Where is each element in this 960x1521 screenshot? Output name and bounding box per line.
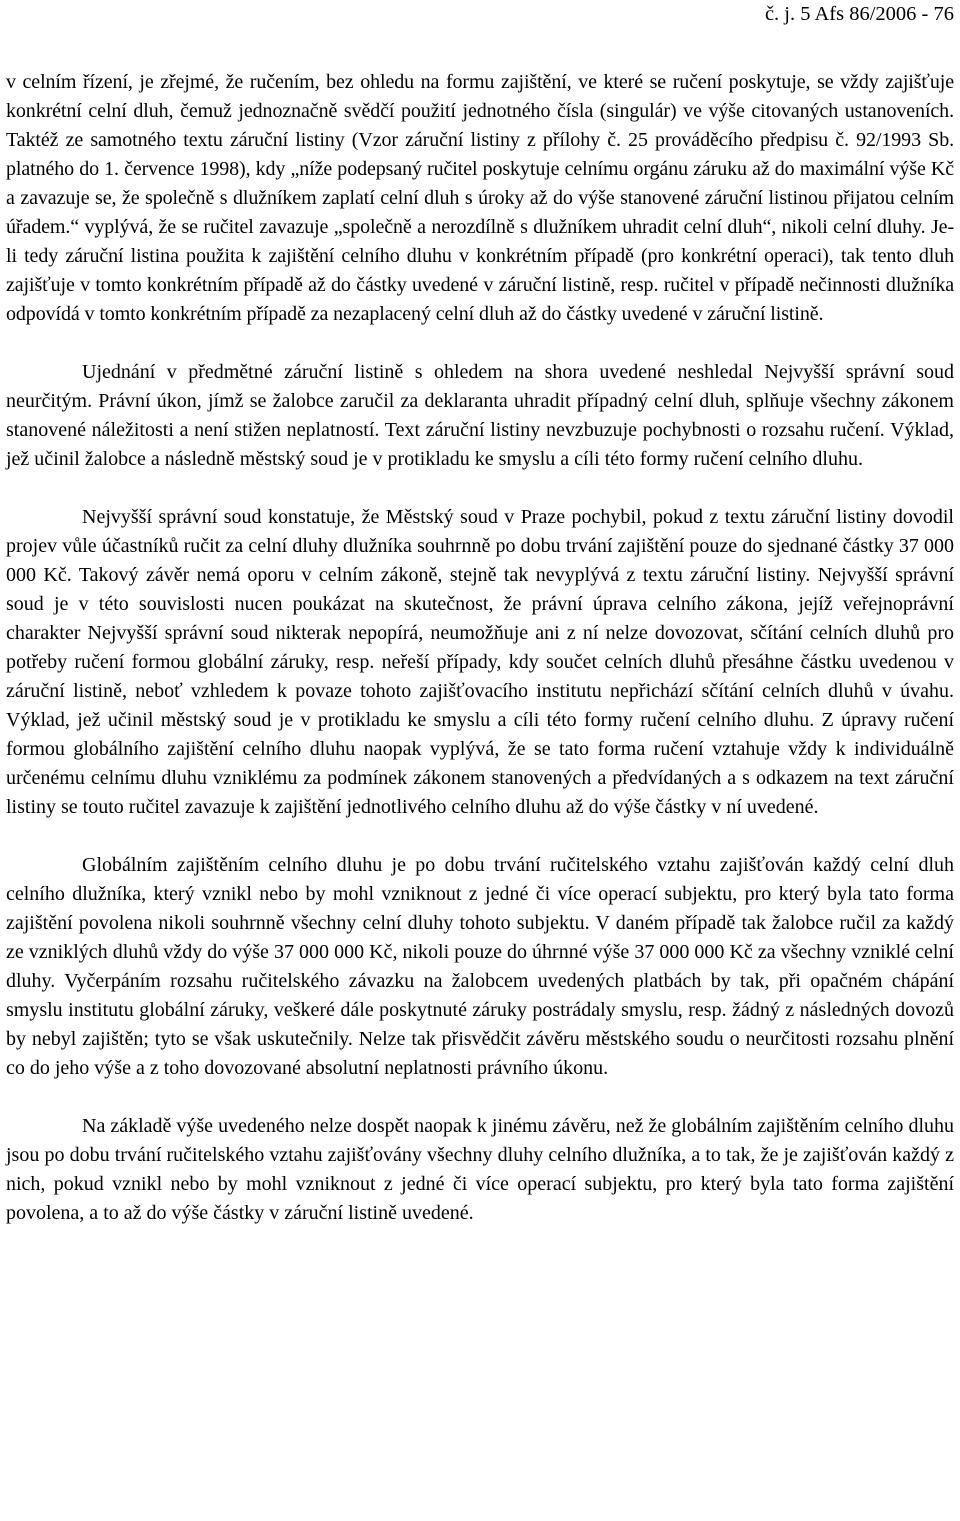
case-reference-header: č. j. 5 Afs 86/2006 - 76 (764, 3, 954, 25)
paragraph-court-finding: Nejvyšší správní soud konstatuje, že Městský soud v Praze pochybil, pokud z textu záruční listiny dovodil projev vůle účastníků ručit za celní dluhy dlužníka souhrnně po dobu trvání zajištění pouze do sjednané částky 37 000 000 Kč. Takový závěr nemá oporu v celním zákoně, stejně tak nevyplývá z textu záruční listiny. Nejvyšší správní soud je v této souvislosti nucen poukázat na skutečnost, že právní úprava celního zákona, jejíž veřejnoprávní charakter Nejvyšší správní soud nikterak nepopírá, neumožňuje ani z ní nelze dovozovat, sčítání celních dluhů pro potřeby ručení formou globální záruky, resp. neřeší případy, kdy součet celních dluhů přesáhne částku uvedenou v záruční listině, neboť vzhledem k povaze tohoto zajišťovacího institutu nepřichází sčítání celních dluhů v úvahu. Výklad, jež učinil městský soud je v protikladu ke smyslu a cíli této formy ručení celního dluhu. Z úpravy ručení formou globálního zajištění celního dluhu naopak vyplývá, že se tato forma ručení vztahuje vždy k individuálně určenému celnímu dluhu vzniklému za podmínek zákonem stanovených a předvídaných a s odkazem na text záruční listiny se touto ručitel zavazuje k zajištění jednotlivého celního dluhu až do výše částky v ní uvedené. (6, 506, 954, 818)
paragraph-global-guarantee: Globálním zajištěním celního dluhu je po dobu trvání ručitelského vztahu zajišťován každý celní dluh celního dlužníka, který vznikl nebo by mohl vzniknout z jedné či více operací subjektu, pro který byla tato forma zajištění povolena nikoli souhrnně všechny celní dluhy tohoto subjektu. V daném případě tak žalobce ručil za každý ze vzniklých dluhů vždy do výše 37 000 000 Kč, nikoli pouze do úhrnné výše 37 000 000 Kč za všechny vzniklé celní dluhy. Vyčerpáním rozsahu ručitelského závazku na žalobcem uvedených platbách by tak, při opačném chápání smyslu institutu globální záruky, veškeré dále poskytnuté záruky postrádaly smyslu, resp. žádný z následných dovozů by nebyl zajištěn; tyto se však uskutečnily. Nelze tak přisvědčit závěru městského soudu o neurčitosti rozsahu plnění co do jeho výše a z toho dovozované absolutní neplatnosti právního úkonu. (6, 854, 954, 1079)
paragraph-conclusion: Na základě výše uvedeného nelze dospět naopak k jinému závěru, než že globálním zajištěním celního dluhu jsou po dobu trvání ručitelského vztahu zajišťovány všechny dluhy celního dlužníka, a to tak, že je zajišťován každý z nich, pokud vznikl nebo by mohl vzniknout z jedné či více operací subjektu, pro který byla tato forma zajištění povolena, a to až do výše částky v záruční listině uvedené. (6, 1115, 954, 1224)
document-body (6, 68, 954, 1257)
paragraph-agreement: Ujednání v předmětné záruční listině s ohledem na shora uvedené neshledal Nejvyšší správní soud neurčitým. Právní úkon, jímž se žalobce zaručil za deklaranta uhradit případný celní dluh, splňuje všechny zákonem stanovené náležitosti a není stižen neplatností. Text záruční listiny nevzbuzuje pochybnosti o rozsahu ručení. Výklad, jež učinil žalobce a následně městský soud je v protikladu ke smyslu a cíli této formy ručení celního dluhu. (6, 361, 954, 470)
paragraph-continuation: v celním řízení, je zřejmé, že ručením, bez ohledu na formu zajištění, ve které se ručení poskytuje, se vždy zajišťuje konkrétní celní dluh, čemuž jednoznačně svědčí použití jednotného čísla (singulár) ve výše citovaných ustanoveních. Taktéž ze samotného textu záruční listiny (Vzor záruční listiny z přílohy č. 25 prováděcího předpisu č. 92/1993 Sb. platného do 1. července 1998), kdy „níže podepsaný ručitel poskytuje celnímu orgánu záruku až do maximální výše Kč a zavazuje se, že společně s dlužníkem zaplatí celní dluh s úroky až do výše stanovené záruční listinou přijatou celním úřadem.“ vyplývá, že se ručitel zavazuje „společně a nerozdílně s dlužníkem uhradit celní dluh“, nikoli celní dluhy. Je-li tedy záruční listina použita k zajištění celního dluhu v konkrétním případě (pro konkrétní operaci), tak tento dluh zajišťuje v tomto konkrétním případě až do částky uvedené v záruční listině, resp. ručitel v případě nečinnosti dlužníka odpovídá v tomto konkrétním případě za nezaplacený celní dluh až do částky uvedené v záruční listině. (6, 71, 954, 325)
